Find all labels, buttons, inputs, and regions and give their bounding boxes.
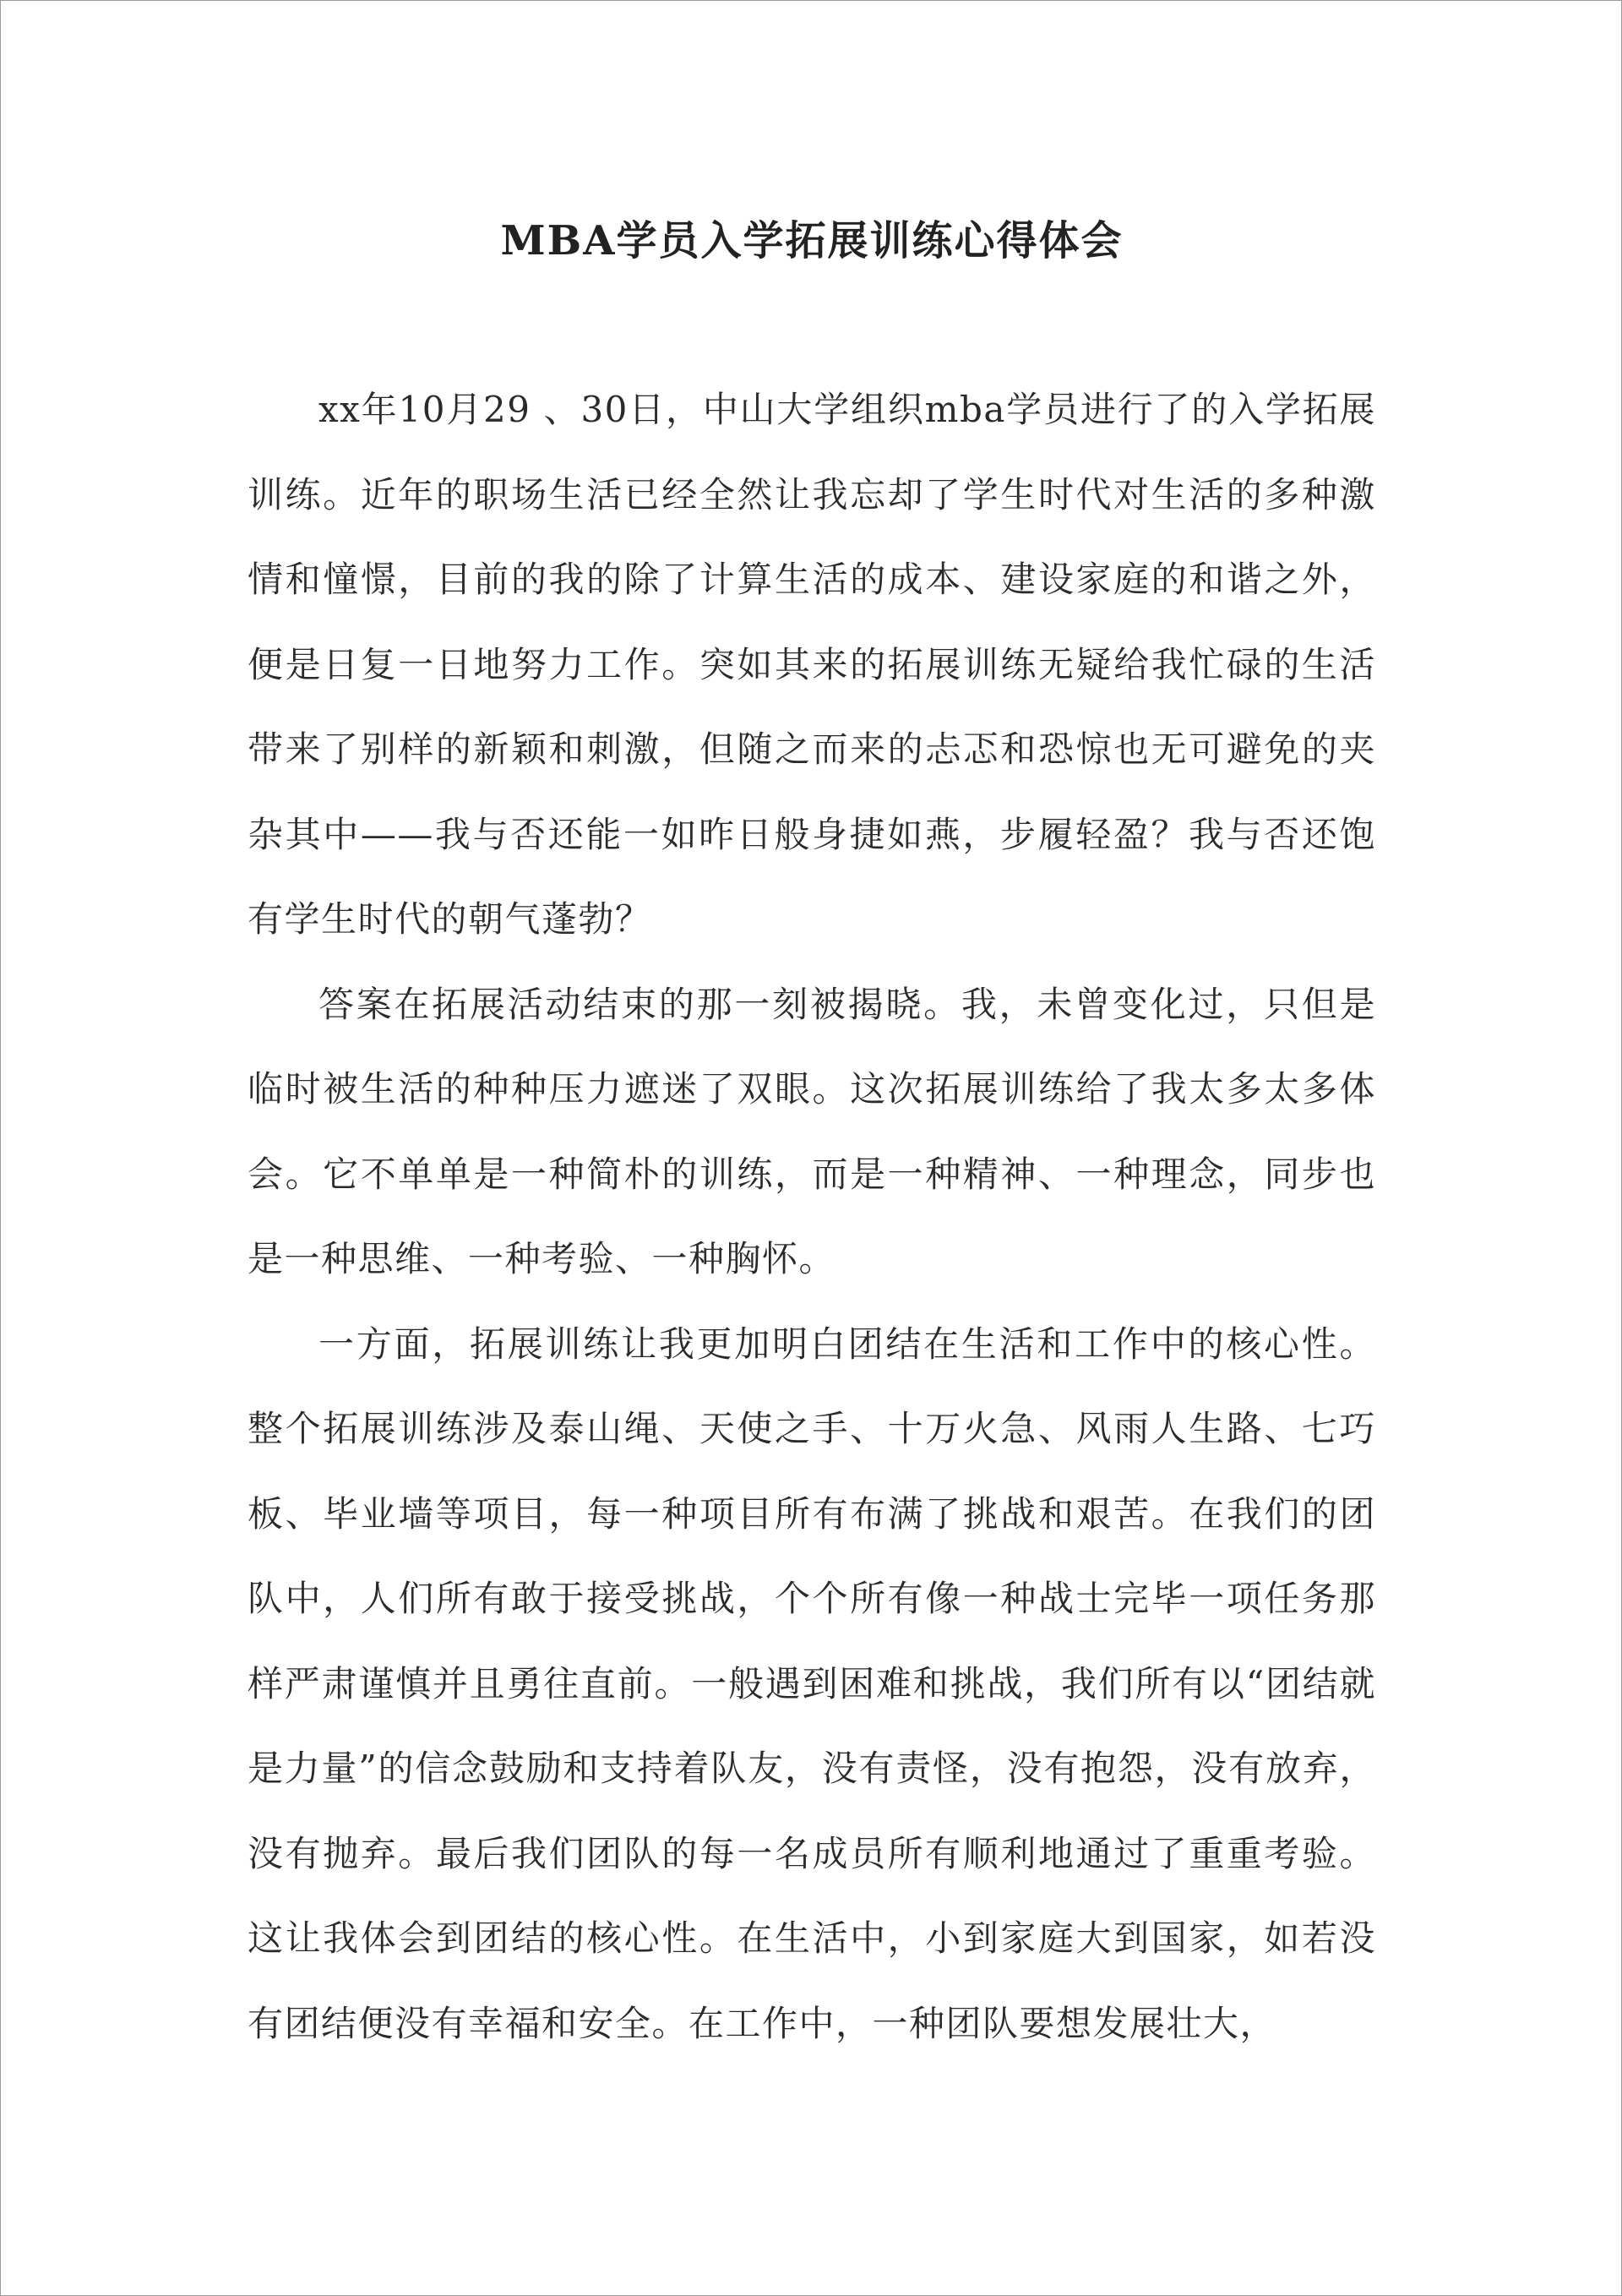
- document-body: [248, 368, 1376, 2066]
- paragraph-1: xx年10月29 、30日，中山大学组织mba学员进行了的入学拓展训练。近年的职场生活已经全然让我忘却了学生时代对生活的多种激情和憧憬，目前的我的除了计算生活的成本、建设家庭的和谐之外，便是日复一日地努力工作。突如其来的拓展训练无疑给我忙碌的生活带来了别样的新颖和刺激，但随之而来的忐忑和恐惊也无可避免的夹杂其中——我与否还能一如昨日般身捷如燕，步履轻盈？我与否还饱有学生时代的朝气蓬勃？: [248, 389, 1376, 940]
- paragraph-2: 答案在拓展活动结束的那一刻被揭晓。我，未曾变化过，只但是临时被生活的种种压力遮迷了双眼。这次拓展训练给了我太多太多体会。它不单单是一种简朴的训练，而是一种精神、一种理念，同步也是一种思维、一种考验、一种胸怀。: [248, 983, 1376, 1279]
- paragraph-3: 一方面，拓展训练让我更加明白团结在生活和工作中的核心性。整个拓展训练涉及泰山绳、天使之手、十万火急、风雨人生路、七巧板、毕业墙等项目，每一种项目所有布满了挑战和艰苦。在我们的团队中，人们所有敢于接受挑战，个个所有像一种战士完毕一项任务那样严肃谨慎并且勇往直前。一般遇到困难和挑战，我们所有以“团结就是力量”的信念鼓励和支持着队友，没有责怪，没有抱怨，没有放弃，没有抛弃。最后我们团队的每一名成员所有顺利地通过了重重考验。这让我体会到团结的核心性。在生活中，小到家庭大到国家，如若没有团结便没有幸福和安全。在工作中，一种团队要想发展壮大，: [248, 1323, 1376, 2044]
- document-title: MBA学员入学拓展训练心得体会: [500, 217, 1124, 265]
